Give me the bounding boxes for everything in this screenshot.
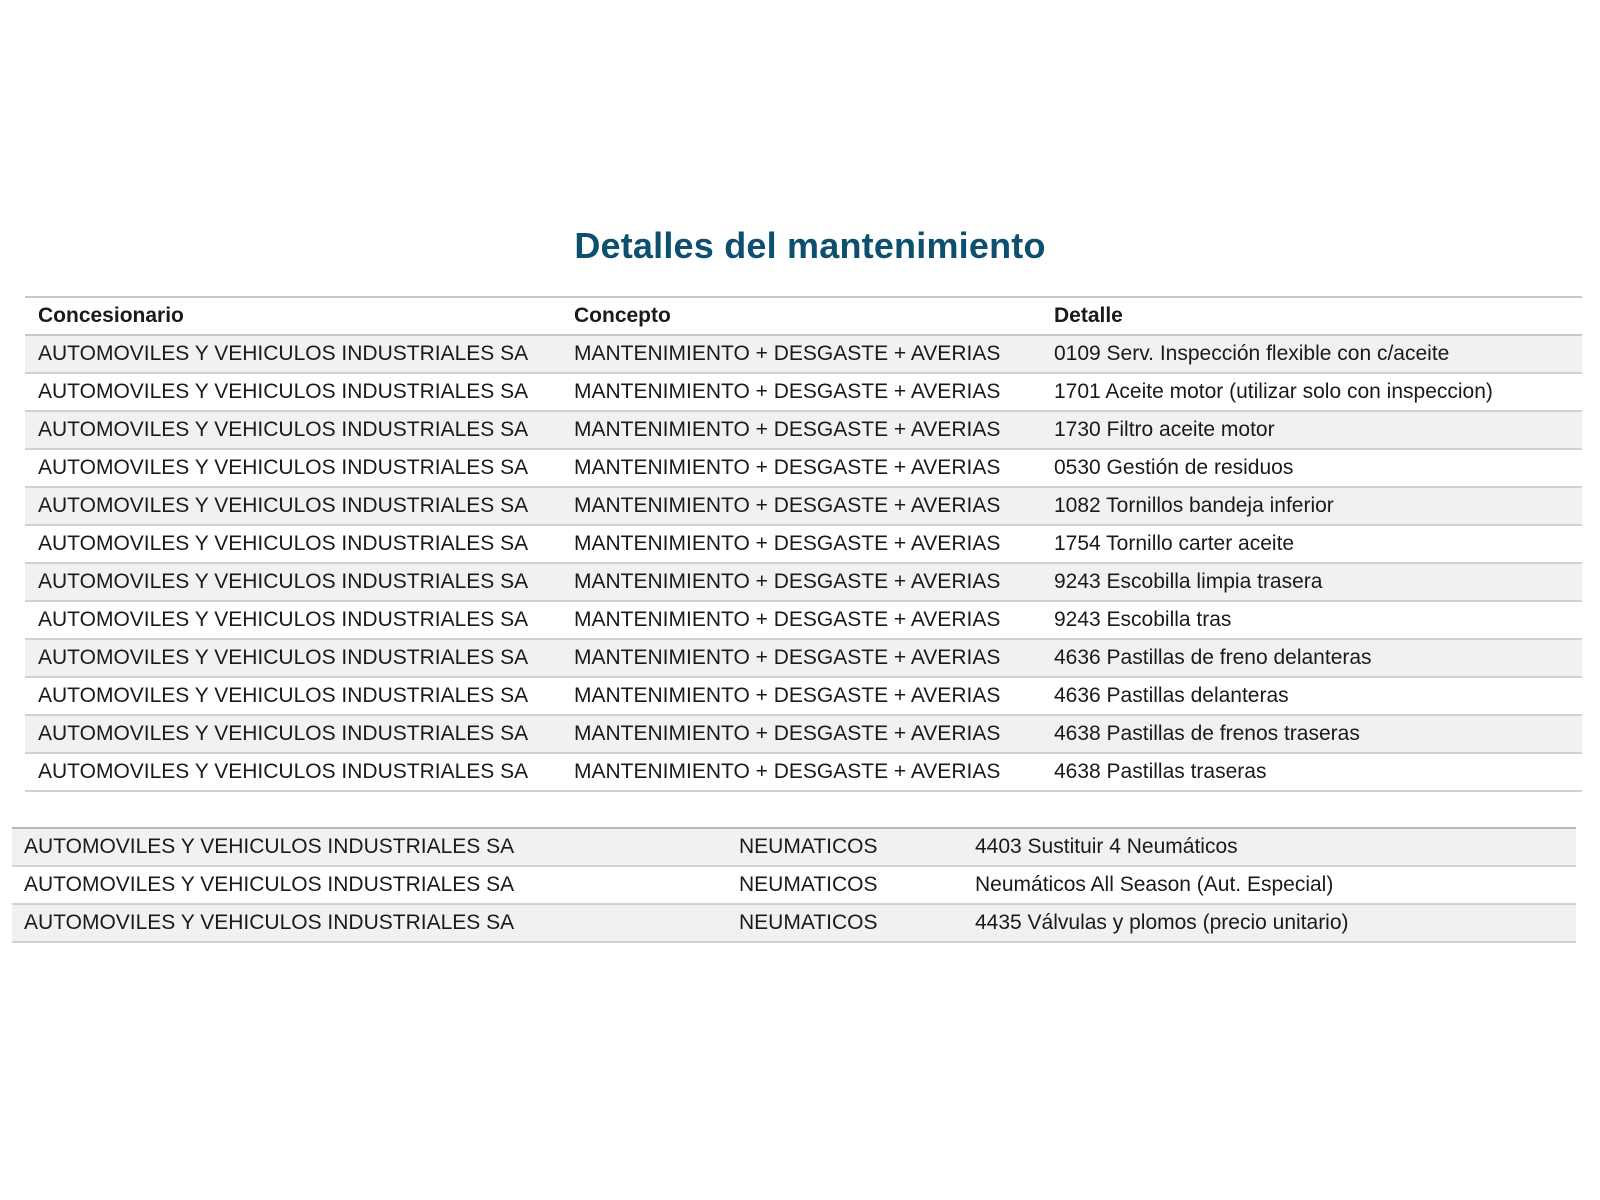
detail-cell: 1730 Filtro aceite motor <box>1054 418 1275 441</box>
detail-cell: 4636 Pastillas de freno delanteras <box>1054 646 1372 669</box>
table-row <box>12 905 1576 943</box>
header-detalle: Detalle <box>1054 304 1123 327</box>
concept-cell: MANTENIMIENTO + DESGASTE + AVERIAS <box>574 608 1001 631</box>
dealer-cell: AUTOMOVILES Y VEHICULOS INDUSTRIALES SA <box>38 684 529 707</box>
dealer-cell: AUTOMOVILES Y VEHICULOS INDUSTRIALES SA <box>38 418 529 441</box>
dealer-cell: AUTOMOVILES Y VEHICULOS INDUSTRIALES SA <box>38 342 529 365</box>
detail-cell: 4403 Sustituir 4 Neumáticos <box>975 835 1238 858</box>
table-row <box>25 488 1582 526</box>
table-row <box>25 754 1582 792</box>
table-row <box>25 602 1582 640</box>
detail-cell: 1754 Tornillo carter aceite <box>1054 532 1295 555</box>
table-row <box>25 412 1582 450</box>
detail-cell: 4638 Pastillas traseras <box>1054 760 1267 783</box>
dealer-cell: AUTOMOVILES Y VEHICULOS INDUSTRIALES SA <box>38 532 529 555</box>
detail-cell: 1701 Aceite motor (utilizar solo con inspeccion) <box>1054 380 1493 403</box>
concept-cell: NEUMATICOS <box>739 835 878 858</box>
concept-cell: NEUMATICOS <box>739 873 878 896</box>
detail-cell: 9243 Escobilla tras <box>1054 608 1232 631</box>
table-header-row <box>25 298 1582 336</box>
dealer-cell: AUTOMOVILES Y VEHICULOS INDUSTRIALES SA <box>24 911 515 934</box>
concept-cell: MANTENIMIENTO + DESGASTE + AVERIAS <box>574 418 1001 441</box>
concept-cell: MANTENIMIENTO + DESGASTE + AVERIAS <box>574 760 1001 783</box>
concept-cell: MANTENIMIENTO + DESGASTE + AVERIAS <box>574 722 1001 745</box>
dealer-cell: AUTOMOVILES Y VEHICULOS INDUSTRIALES SA <box>38 570 529 593</box>
table-row <box>25 564 1582 602</box>
concept-cell: MANTENIMIENTO + DESGASTE + AVERIAS <box>574 342 1001 365</box>
table-row <box>25 450 1582 488</box>
header-concesionario: Concesionario <box>38 304 184 327</box>
tires-table <box>12 827 1576 943</box>
dealer-cell: AUTOMOVILES Y VEHICULOS INDUSTRIALES SA <box>38 608 529 631</box>
dealer-cell: AUTOMOVILES Y VEHICULOS INDUSTRIALES SA <box>38 380 529 403</box>
concept-cell: MANTENIMIENTO + DESGASTE + AVERIAS <box>574 570 1001 593</box>
concept-cell: MANTENIMIENTO + DESGASTE + AVERIAS <box>574 532 1001 555</box>
table-row <box>25 678 1582 716</box>
dealer-cell: AUTOMOVILES Y VEHICULOS INDUSTRIALES SA <box>38 456 529 479</box>
table-row <box>25 526 1582 564</box>
concept-cell: MANTENIMIENTO + DESGASTE + AVERIAS <box>574 494 1001 517</box>
concept-cell: MANTENIMIENTO + DESGASTE + AVERIAS <box>574 684 1001 707</box>
dealer-cell: AUTOMOVILES Y VEHICULOS INDUSTRIALES SA <box>38 760 529 783</box>
table-row <box>12 867 1576 905</box>
detail-cell: 4435 Válvulas y plomos (precio unitario) <box>975 911 1349 934</box>
maintenance-table-body <box>25 336 1582 792</box>
concept-cell: NEUMATICOS <box>739 911 878 934</box>
table-row <box>12 829 1576 867</box>
detail-cell: 4638 Pastillas de frenos traseras <box>1054 722 1360 745</box>
detail-cell: 9243 Escobilla limpia trasera <box>1054 570 1323 593</box>
detail-cell: Neumáticos All Season (Aut. Especial) <box>975 873 1334 896</box>
header-concepto: Concepto <box>574 304 671 327</box>
dealer-cell: AUTOMOVILES Y VEHICULOS INDUSTRIALES SA <box>24 835 515 858</box>
detail-cell: 4636 Pastillas delanteras <box>1054 684 1289 707</box>
dealer-cell: AUTOMOVILES Y VEHICULOS INDUSTRIALES SA <box>38 722 529 745</box>
dealer-cell: AUTOMOVILES Y VEHICULOS INDUSTRIALES SA <box>38 646 529 669</box>
table-row <box>25 640 1582 678</box>
detail-cell: 1082 Tornillos bandeja inferior <box>1054 494 1334 517</box>
dealer-cell: AUTOMOVILES Y VEHICULOS INDUSTRIALES SA <box>38 494 529 517</box>
table-row <box>25 336 1582 374</box>
dealer-cell: AUTOMOVILES Y VEHICULOS INDUSTRIALES SA <box>24 873 515 896</box>
table-row <box>25 716 1582 754</box>
concept-cell: MANTENIMIENTO + DESGASTE + AVERIAS <box>574 456 1001 479</box>
page-title: Detalles del mantenimiento <box>574 225 1046 266</box>
tires-table-body <box>12 829 1576 943</box>
table-row <box>25 374 1582 412</box>
detail-cell: 0530 Gestión de residuos <box>1054 456 1294 479</box>
concept-cell: MANTENIMIENTO + DESGASTE + AVERIAS <box>574 646 1001 669</box>
concept-cell: MANTENIMIENTO + DESGASTE + AVERIAS <box>574 380 1001 403</box>
maintenance-table <box>25 296 1582 792</box>
detail-cell: 0109 Serv. Inspección flexible con c/aceite <box>1054 342 1450 365</box>
